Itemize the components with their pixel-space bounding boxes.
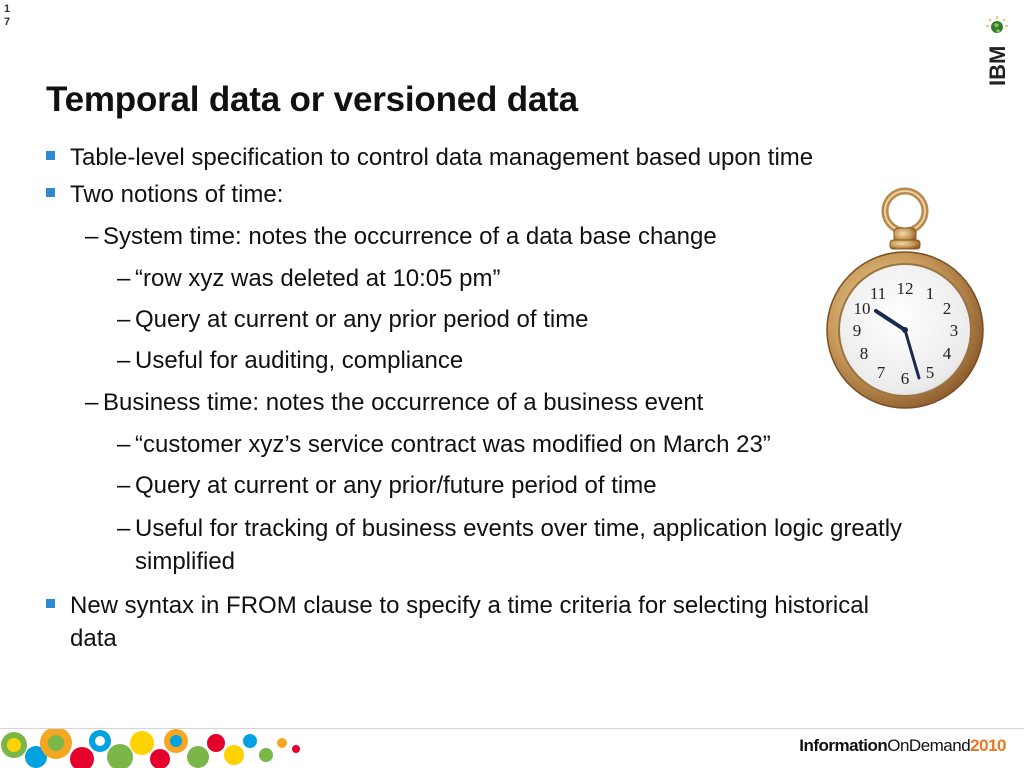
footer-brand-year: 2010 (970, 736, 1006, 755)
bullet-text: Business time: notes the occurrence of a business event (103, 389, 704, 416)
svg-text:6: 6 (900, 369, 910, 388)
bullet-level-3 (117, 303, 589, 336)
square-bullet-icon (46, 599, 55, 608)
bullet-level-3 (117, 512, 965, 578)
svg-text:9: 9 (852, 321, 862, 340)
svg-text:4: 4 (942, 344, 952, 363)
footer-brand-part: Information (799, 736, 888, 755)
dash-bullet-icon: – (85, 223, 99, 250)
dash-bullet-icon: – (117, 306, 131, 333)
svg-text:12: 12 (896, 279, 914, 298)
bullet-level-2 (85, 386, 704, 419)
svg-text:5: 5 (925, 363, 935, 382)
square-bullet-icon (46, 188, 55, 197)
slide-number-digit: 1 (3, 3, 11, 15)
dash-bullet-icon: – (117, 431, 131, 458)
pocket-watch-icon (826, 186, 984, 414)
svg-text:7: 7 (876, 363, 886, 382)
decorative-dots-pattern (0, 729, 310, 768)
svg-text:8: 8 (859, 344, 869, 363)
bullet-level-1 (70, 178, 283, 211)
bullet-level-2 (85, 220, 717, 253)
bullet-text: Useful for auditing, compliance (135, 347, 464, 374)
svg-text:3: 3 (949, 321, 959, 340)
dash-bullet-icon: – (117, 515, 131, 542)
bullet-level-1 (70, 141, 813, 174)
information-on-demand-logo (799, 736, 1006, 756)
bullet-level-1 (70, 589, 920, 655)
svg-text:11: 11 (869, 284, 887, 303)
square-bullet-icon (46, 151, 55, 160)
dash-bullet-icon: – (117, 347, 131, 374)
footer-brand-part: OnDemand (887, 736, 971, 755)
svg-text:2: 2 (942, 299, 952, 318)
bullet-text: “row xyz was deleted at 10:05 pm” (135, 265, 501, 292)
bullet-text: System time: notes the occurrence of a data base change (103, 223, 717, 250)
bullet-text: Query at current or any prior/future period of time (135, 472, 657, 499)
bullet-text: Query at current or any prior period of time (135, 306, 589, 333)
slide-number-digit: 7 (3, 16, 11, 28)
bullet-text: New syntax in FROM clause to specify a time criteria for selecting historical data (70, 592, 869, 652)
ibm-logo-text: IBM (985, 45, 1010, 86)
dash-bullet-icon: – (117, 265, 131, 292)
bullet-text: Two notions of time: (70, 181, 284, 208)
svg-text:1: 1 (925, 284, 935, 303)
bullet-level-3 (117, 428, 771, 461)
bullet-level-3 (117, 262, 501, 295)
bullet-level-3 (117, 469, 657, 502)
dash-bullet-icon: – (117, 472, 131, 499)
slide-title: Temporal data or versioned data (46, 80, 578, 119)
bullet-text: Table-level specification to control data management based upon time (70, 144, 814, 171)
bullet-level-3 (117, 344, 464, 377)
bullet-text: “customer xyz’s service contract was modified on March 23” (135, 431, 771, 458)
bullet-text: Useful for tracking of business events over time, application logic greatly simplified (135, 515, 903, 575)
svg-text:10: 10 (853, 299, 871, 318)
dash-bullet-icon: – (85, 389, 99, 416)
